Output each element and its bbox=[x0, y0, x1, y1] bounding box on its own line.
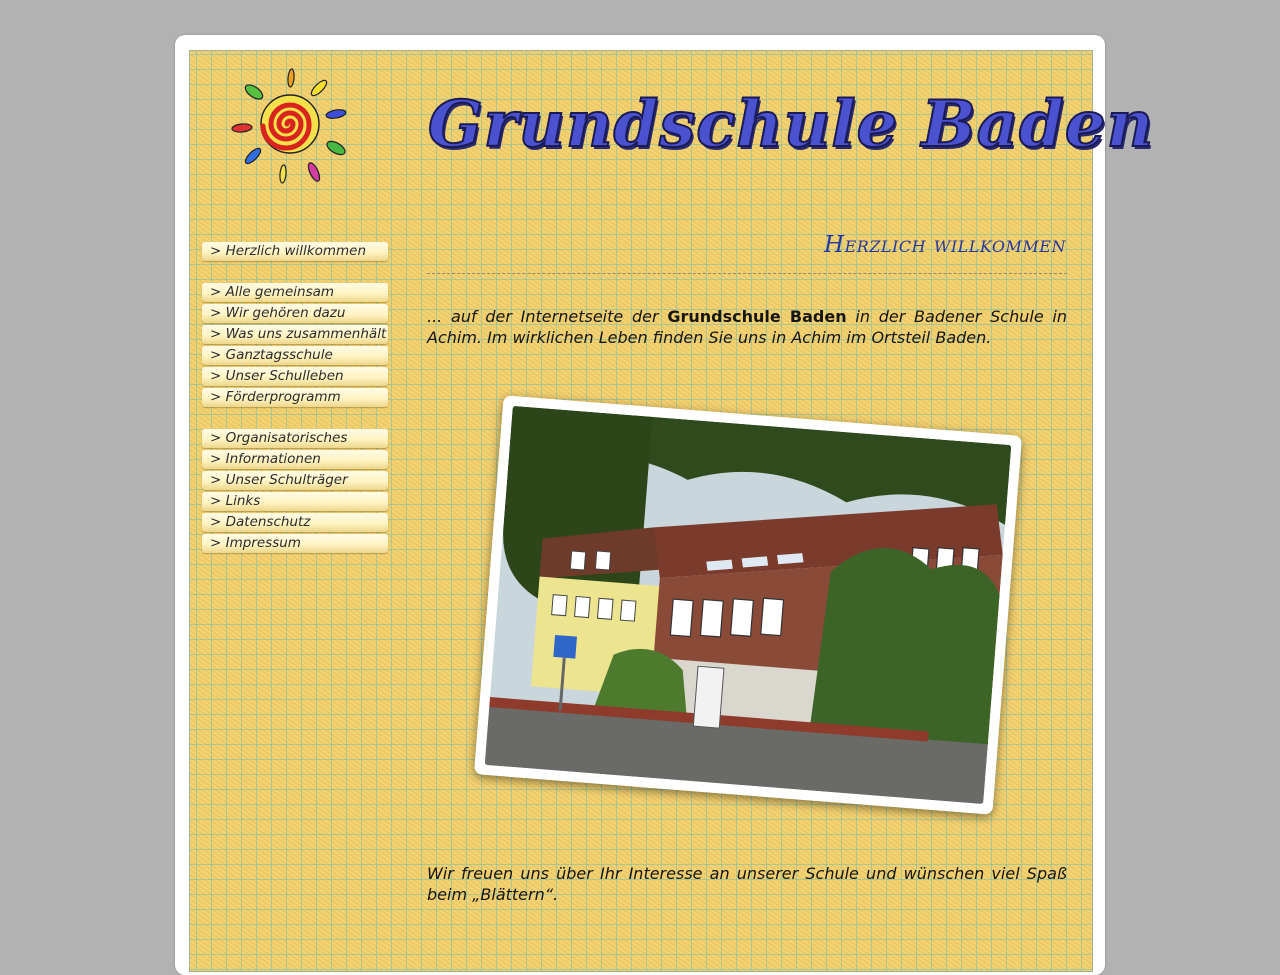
nav-spacer bbox=[202, 263, 388, 283]
nav-item-alle-gemeinsam[interactable]: > Alle gemeinsam bbox=[202, 283, 388, 302]
heading-divider bbox=[427, 273, 1067, 274]
sun-spiral-icon[interactable] bbox=[226, 64, 356, 190]
nav-item-ganztagsschule[interactable]: > Ganztagsschule bbox=[202, 346, 388, 365]
nav-item-datenschutz[interactable]: > Datenschutz bbox=[202, 513, 388, 532]
sidebar-nav bbox=[202, 242, 388, 555]
nav-item-was-uns-zusammenhaelt[interactable]: > Was uns zusammenhält bbox=[202, 325, 388, 344]
nav-item-organisatorisches[interactable]: > Organisatorisches bbox=[202, 429, 388, 448]
nav-item-wir-gehoeren-dazu[interactable]: > Wir gehören dazu bbox=[202, 304, 388, 323]
outro-paragraph: Wir freuen uns über Ihr Interesse an unserer Schule und wünschen viel Spaß beim „Blättern“. bbox=[427, 864, 1067, 904]
site-title: Grundschule Baden bbox=[428, 87, 1155, 162]
nav-item-unser-schultraeger[interactable]: > Unser Schulträger bbox=[202, 471, 388, 490]
school-building-photo bbox=[485, 406, 1012, 804]
nav-item-unser-schulleben[interactable]: > Unser Schulleben bbox=[202, 367, 388, 386]
nav-item-links[interactable]: > Links bbox=[202, 492, 388, 511]
nav-item-impressum[interactable]: > Impressum bbox=[202, 534, 388, 553]
nav-item-foerderprogramm[interactable]: > Förderprogramm bbox=[202, 388, 388, 407]
school-photo-frame bbox=[474, 395, 1022, 815]
intro-paragraph bbox=[427, 306, 1067, 348]
nav-item-herzlich-willkommen[interactable]: > Herzlich willkommen bbox=[202, 242, 388, 261]
page-heading: Herzlich willkommen bbox=[824, 232, 1066, 258]
nav-item-informationen[interactable]: > Informationen bbox=[202, 450, 388, 469]
nav-spacer bbox=[202, 409, 388, 429]
intro-school-name: Grundschule Baden bbox=[667, 307, 847, 326]
intro-text-start: ... auf der Internetseite der bbox=[427, 307, 668, 326]
intro-text-end: in der Badener Schule in Achim. Im wirklichen Leben finden Sie uns in Achim im Ortsteil Baden. bbox=[427, 307, 1068, 347]
